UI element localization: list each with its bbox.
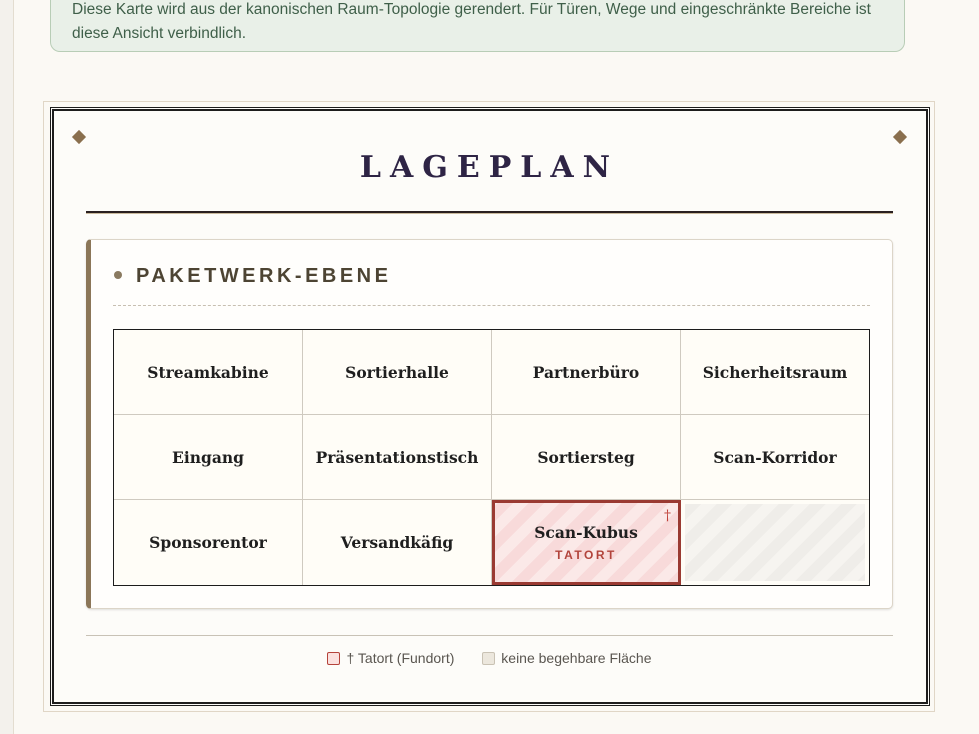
room-blocked-area (681, 500, 869, 585)
level-divider (113, 305, 870, 306)
legend-item-blocked (482, 650, 651, 666)
crime-scene-tag: TATORT (555, 548, 617, 562)
bullet-icon (114, 271, 122, 279)
legend-item-crime (327, 650, 454, 666)
room-label: Partnerbüro (532, 362, 640, 382)
room-praesentationstisch[interactable] (303, 415, 492, 500)
room-label: Präsentationstisch (315, 447, 479, 467)
room-label: Sortierhalle (345, 362, 449, 382)
room-label: Streamkabine (147, 362, 269, 382)
room-eingang[interactable] (114, 415, 303, 500)
room-versandkaefig[interactable] (303, 500, 492, 585)
room-sicherheitsraum[interactable] (681, 330, 869, 415)
room-sponsorentor[interactable] (114, 500, 303, 585)
blocked-swatch-icon (482, 652, 495, 665)
room-sortierhalle[interactable] (303, 330, 492, 415)
map-title: LAGEPLAN (359, 150, 620, 185)
level-heading (114, 265, 391, 288)
title-divider (86, 211, 893, 214)
room-streamkabine[interactable] (114, 330, 303, 415)
room-grid (113, 329, 870, 586)
info-notice-text: Diese Karte wird aus der kanonischen Raum-Topologie gerendert. Für Türen, Wege und eingeschränkte Bereiche ist diese Ansicht verbindlich. (72, 1, 871, 42)
info-notice (50, 0, 905, 52)
room-label: Scan-Korridor (713, 447, 837, 467)
crime-swatch-icon (327, 652, 340, 665)
legend-blocked-label: keine begehbare Fläche (501, 650, 652, 666)
legend-crime-label: † Tatort (Fundort) (346, 650, 455, 666)
room-label: Sicherheitsraum (702, 362, 848, 382)
room-label: Sponsorentor (149, 533, 267, 552)
room-label: Sortiersteg (537, 447, 635, 467)
map-legend (0, 650, 979, 666)
room-label: Versandkäfig (340, 533, 454, 552)
room-label: Scan-Kubus (534, 523, 638, 542)
level-name: PAKETWERK-EBENE (136, 265, 392, 287)
room-sortiersteg[interactable] (492, 415, 681, 500)
room-scan-korridor[interactable] (681, 415, 869, 500)
room-partnerbuero[interactable] (492, 330, 681, 415)
legend-divider (86, 635, 893, 636)
dagger-icon: † (664, 508, 671, 524)
room-scan-kubus-crime-scene[interactable] (492, 500, 681, 585)
room-label: Eingang (172, 447, 244, 467)
